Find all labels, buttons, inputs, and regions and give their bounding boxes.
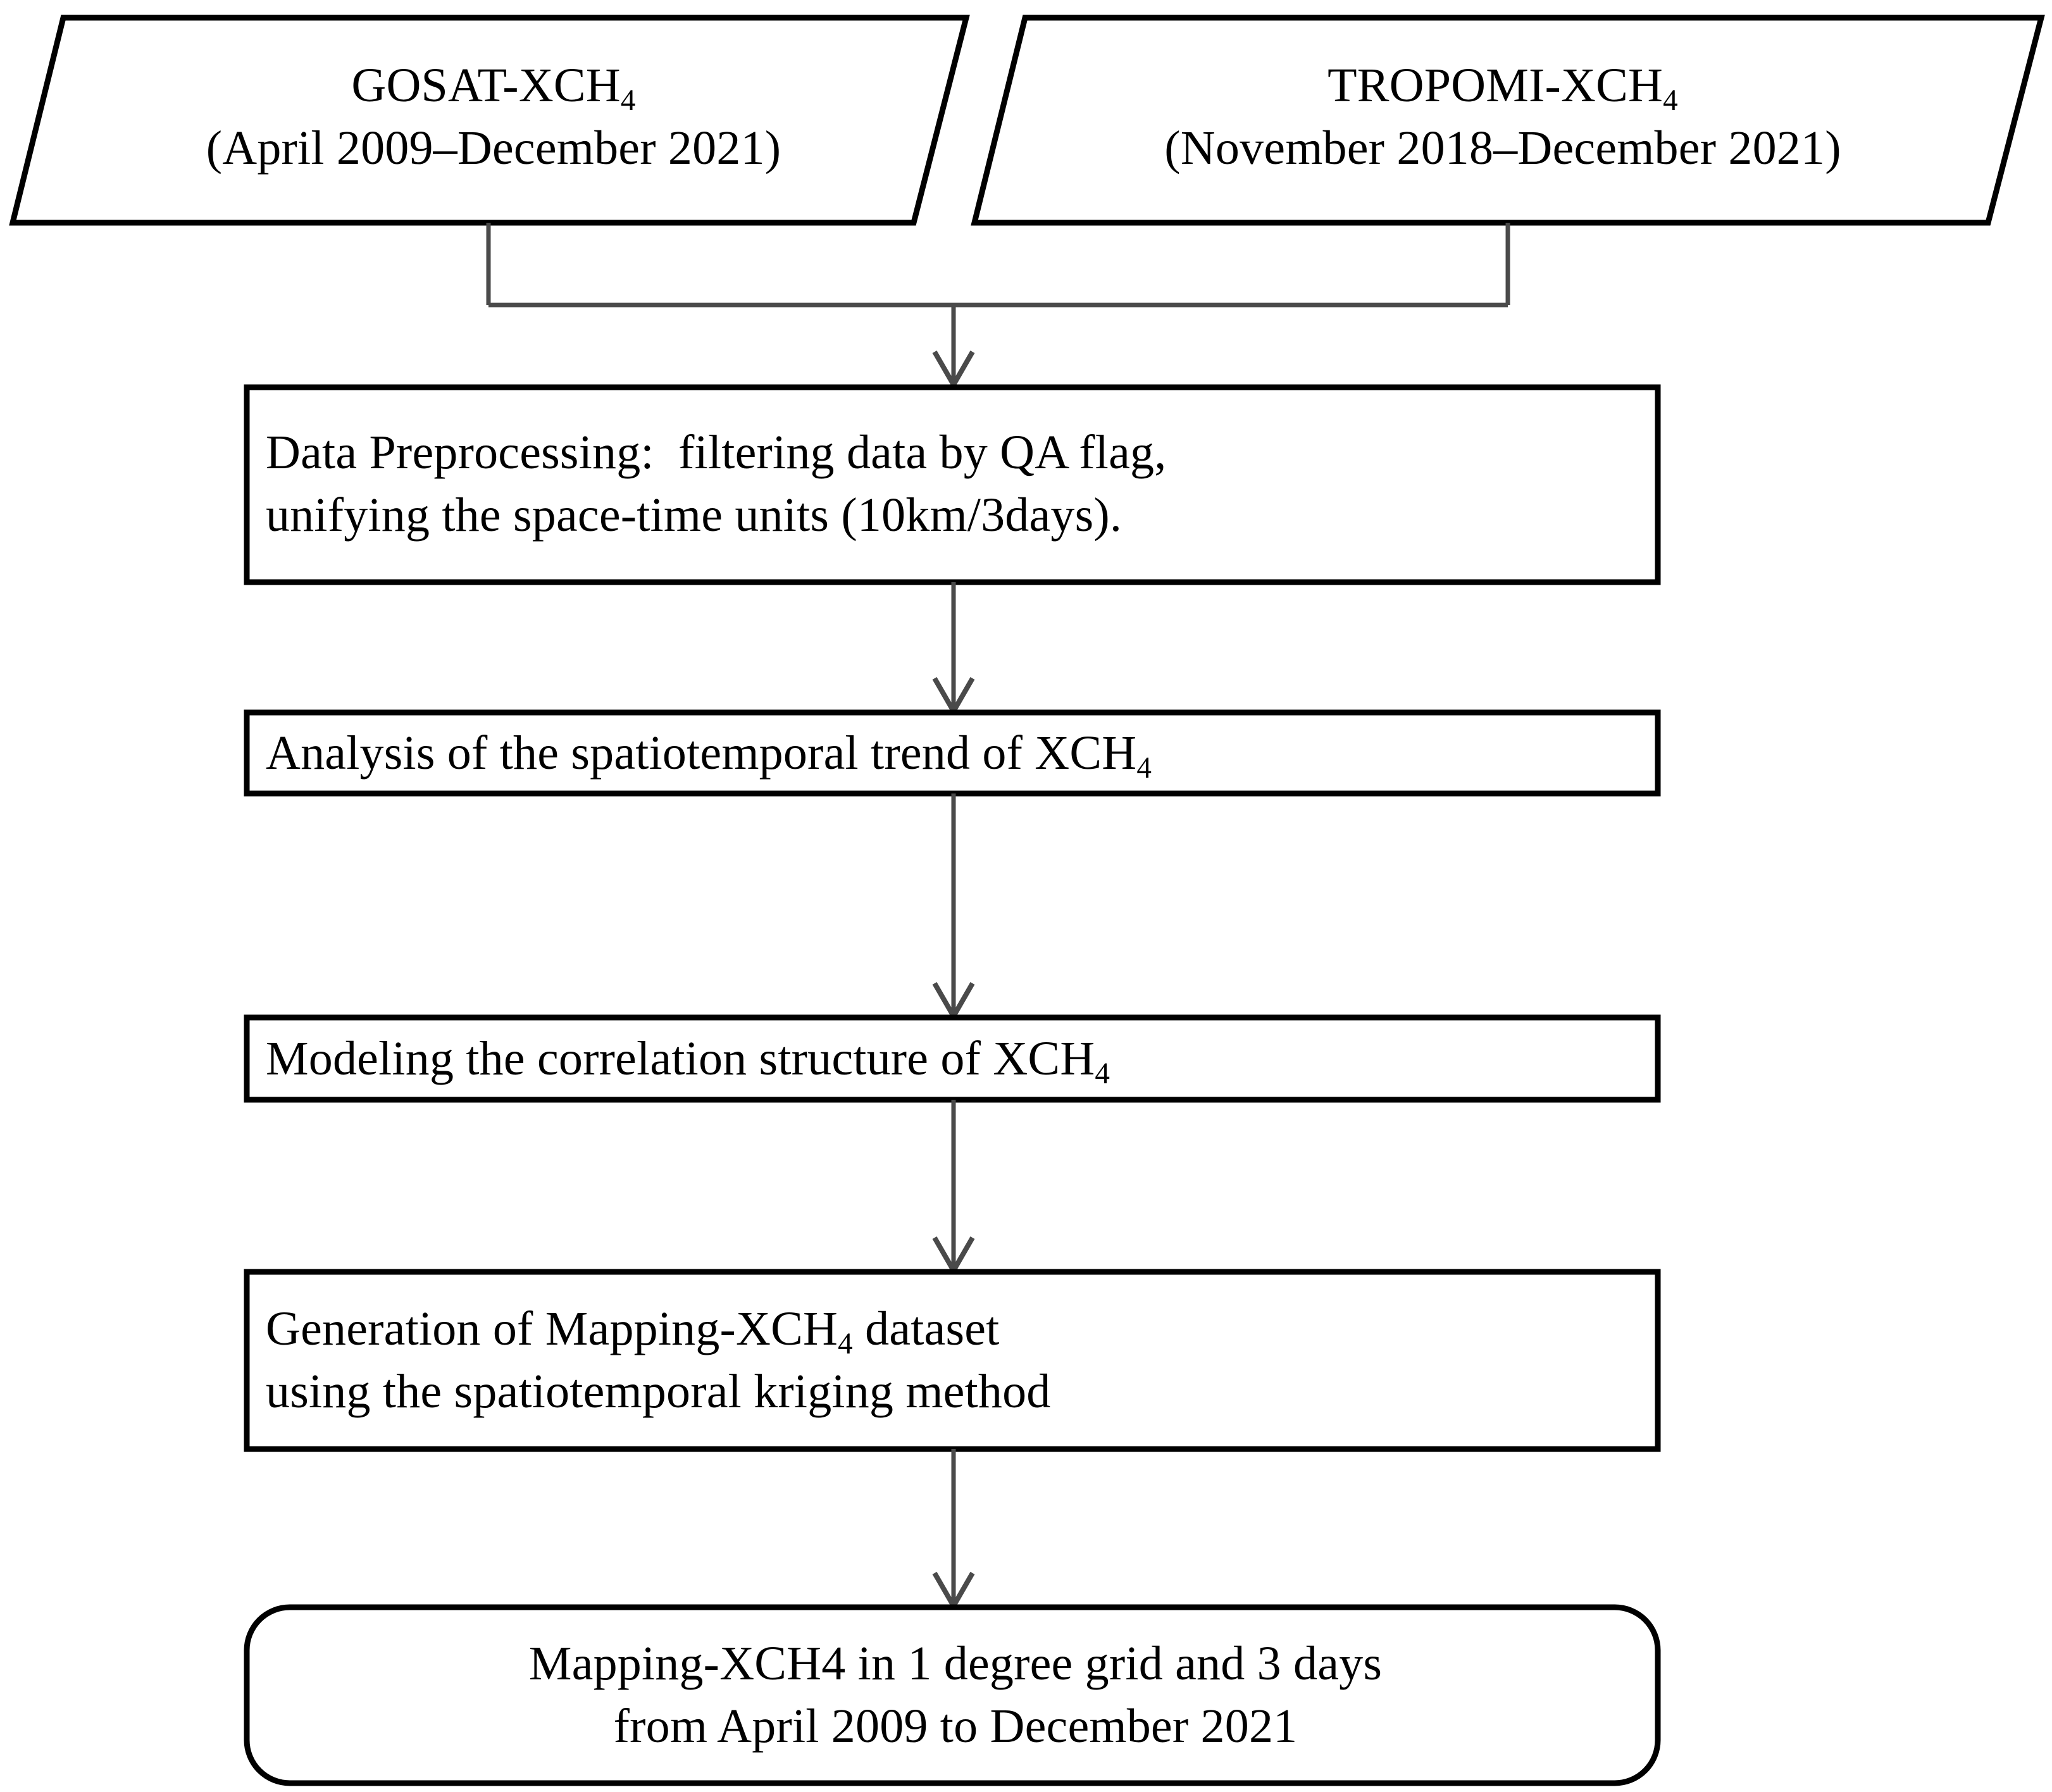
subscript-4: 4	[838, 1328, 853, 1361]
generate-line1: Generation of Mapping-$XCH_4$ dataset	[266, 1302, 1000, 1361]
generate-line2: using the spatiotemporal kriging method	[266, 1365, 1051, 1418]
process-label-generate	[266, 1273, 1645, 1448]
process-label-model	[266, 1019, 1645, 1098]
source-tropomi-line1: TROPOMI-$XCH_4$	[1328, 59, 1678, 118]
process-label-preprocess	[266, 387, 1645, 581]
source-tropomi-line2: (November 2018–December 2021)	[1164, 121, 1841, 175]
preprocess-line1: Data Preprocessing: filtering data by QA flag,	[266, 426, 1167, 480]
model-line1: Modeling the correlation structure of $XCH_4$	[266, 1031, 1110, 1090]
process-label-trend	[266, 714, 1645, 792]
subscript-4: 4	[620, 84, 636, 118]
preprocess-line2: unifying the space-time units (10km/3days).	[266, 488, 1122, 542]
source-gosat-line1: GOSAT-$XCH_4$	[351, 59, 636, 118]
subscript-4: 4	[1663, 84, 1678, 118]
subscript-4: 4	[1136, 751, 1152, 785]
result-line2: from April 2009 to December 2021	[613, 1700, 1298, 1753]
subscript-4: 4	[1095, 1057, 1110, 1090]
trend-line1: Analysis of the spatiotemporal trend of $XCH_4$	[266, 726, 1152, 785]
result-line1: Mapping-XCH4 in 1 degree grid and 3 days	[528, 1637, 1383, 1691]
result-label	[266, 1608, 1645, 1782]
source-gosat-line2: (April 2009–December 2021)	[206, 121, 781, 175]
source-label-tropomi	[1000, 13, 2006, 221]
source-label-gosat	[38, 13, 949, 221]
